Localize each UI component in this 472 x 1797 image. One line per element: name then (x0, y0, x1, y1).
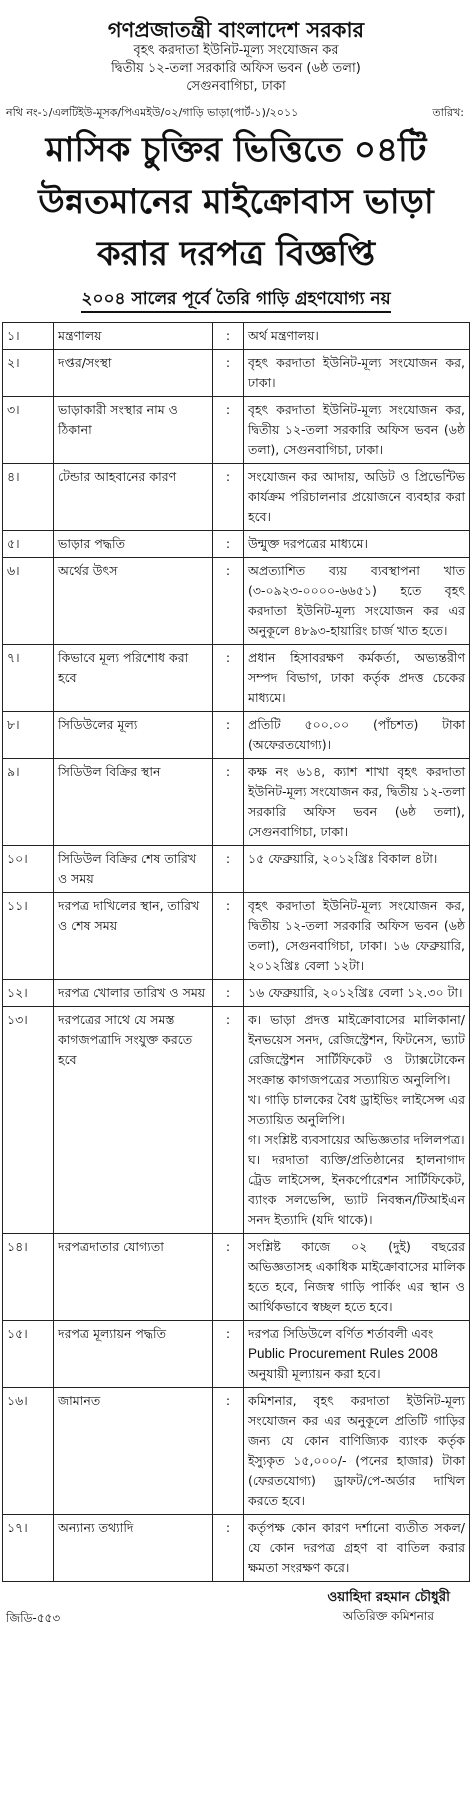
row-value: কর্তৃপক্ষ কোন কারণ দর্শানো ব্যতীত সকল/যে কোন দরপত্র গ্রহণ বা বাতিল করার ক্ষমতা সংরক্ষণ করে। (244, 1515, 470, 1582)
row-number: ১৫। (3, 1321, 54, 1388)
row-number: ৮। (3, 712, 54, 759)
row-colon: : (213, 712, 244, 759)
table-row (3, 1388, 470, 1515)
tender-notice-page (0, 18, 472, 1797)
row-label: জামানত (54, 1388, 213, 1515)
row-value (244, 1321, 470, 1388)
row-label: ভাড়াকারী সংস্থার নাম ও ঠিকানা (54, 397, 213, 464)
signatory-name: ওয়াহিদা রহমান চৌধুরী (327, 1589, 450, 1605)
table-row (3, 1515, 470, 1582)
row-value: কক্ষ নং ৬১৪, ক্যাশ শাখা বৃহৎ করদাতা ইউনিট-মূল্য সংযোজন কর, দ্বিতীয় ১২-তলা সরকারি অফিস ভবন (৬ষ্ঠ তলা), সেগুনবাগিচা, ঢাকা। (244, 759, 470, 846)
table-row (3, 1321, 470, 1388)
row-label: মন্ত্রণালয় (54, 323, 213, 350)
row-colon: : (213, 350, 244, 397)
date-label: তারিখ: (432, 106, 464, 119)
row-value-bn-part1: দরপত্র সিডিউলে বর্ণিত শর্তাবলী এবং (248, 1326, 434, 1341)
table-row (3, 759, 470, 846)
table-row (3, 645, 470, 712)
row-value: ক। ভাড়া প্রদত্ত মাইক্রোবাসের মালিকানা/ইনভয়েস সনদ, রেজিস্ট্রেশন, ফিটনেস, ভ্যাট রেজিস্ট্রেশন সার্টিফিকেট ও ট্যাক্সটোকেন সংক্রান্ত কাগজপত্রের সত্যায়িত অনুলিপি। খ। গাড়ি চালকের বৈধ ড্রাইভিং লাইসেন্স এর সত্যায়িত অনুলিপি। গ। সংশ্লিষ্ট ব্যবসায়ের অভিজ্ঞতার দলিলপত্র। ঘ। দরদাতা ব্যক্তি/প্রতিষ্ঠানের হালনাগাদ ট্রেড লাইসেন্স, ইনকর্পোরেশন সার্টিফিকেট, ব্যাংক সলভেন্সি, ভ্যাট নিবন্ধন/টিআইএন সনদ ইত্যাদি (যদি থাকে)। (244, 1007, 470, 1234)
row-colon: : (213, 1234, 244, 1321)
row-value: অপ্রত্যাশিত ব্যয় ব্যবস্থাপনা খাত (৩-০৯২৩-০০০০-৬৬৫১) হতে বৃহৎ করদাতা ইউনিট-মূল্য সংযোজন কর এর অনুকূলে ৪৮৯৩-হায়ারিং চার্জ খাত হতে। (244, 558, 470, 645)
table-row (3, 531, 470, 558)
row-colon: : (213, 1007, 244, 1234)
row-value: ১৬ ফেব্রুয়ারি, ২০১২খ্রিঃ বেলা ১২.৩০ টা। (244, 980, 470, 1007)
row-number: ৬। (3, 558, 54, 645)
table-row (3, 712, 470, 759)
row-label: টেন্ডার আহবানের কারণ (54, 464, 213, 531)
tender-details-table (2, 322, 470, 1582)
table-row (3, 350, 470, 397)
row-label: দরপত্রের সাথে যে সমস্ত কাগজপত্রাদি সংযুক্ত করতে হবে (54, 1007, 213, 1234)
row-label: সিডিউল বিক্রির স্থান (54, 759, 213, 846)
row-number: ১৭। (3, 1515, 54, 1582)
row-number: ৭। (3, 645, 54, 712)
row-colon: : (213, 1388, 244, 1515)
row-number: ১২। (3, 980, 54, 1007)
table-row (3, 1234, 470, 1321)
memo-number: নথি নং-১/এলটিইউ-মূসক/পিএমইউ/০২/গাড়ি ভাড়া(পার্ট-১)/২০১১ (6, 106, 299, 119)
notice-title (0, 124, 472, 280)
row-number: ১৬। (3, 1388, 54, 1515)
table-row (3, 397, 470, 464)
row-value-en-part: Public Procurement Rules 2008 (248, 1346, 438, 1361)
row-colon: : (213, 531, 244, 558)
row-number: ১৩। (3, 1007, 54, 1234)
row-value: বৃহৎ করদাতা ইউনিট-মূল্য সংযোজন কর, দ্বিতীয় ১২-তলা সরকারি অফিস ভবন (৬ষ্ঠ তলা), সেগুনবাগিচা, ঢাকা। ১৬ ফেব্রুয়ারি, ২০১২খ্রিঃ বেলা ১২টা। (244, 893, 470, 980)
row-label: ভাড়ার পদ্ধতি (54, 531, 213, 558)
table-row (3, 893, 470, 980)
gd-number: জিডি-৫৫৩ (6, 1611, 61, 1625)
row-number: ৩। (3, 397, 54, 464)
row-colon: : (213, 464, 244, 531)
row-label: দরপত্র দাখিলের স্থান, তারিখ ও শেষ সময় (54, 893, 213, 980)
table-row (3, 846, 470, 893)
row-label: সিডিউলের মূল্য (54, 712, 213, 759)
row-number: ১। (3, 323, 54, 350)
row-value: অর্থ মন্ত্রণালয়। (244, 323, 470, 350)
row-number: ১০। (3, 846, 54, 893)
reference-line (6, 104, 466, 120)
row-label: অর্থের উৎস (54, 558, 213, 645)
footer (0, 1582, 472, 1638)
row-value: ১৫ ফেব্রুয়ারি, ২০১২খ্রিঃ বিকাল ৪টা। (244, 846, 470, 893)
table-row (3, 323, 470, 350)
title-line-3: করার দরপত্র বিজ্ঞপ্তি (96, 234, 376, 274)
row-colon: : (213, 980, 244, 1007)
row-value: কমিশনার, বৃহৎ করদাতা ইউনিট-মূল্য সংযোজন কর এর অনুকূলে প্রতিটি গাড়ির জন্য যে কোন বাণিজ্যিক ব্যাংক কর্তৃক ইস্যুকৃত ১৫,০০০/- (পনের হাজার) টাকা (ফেরতযোগ্য) ড্রাফট/পে-অর্ডার দাখিল করতে হবে। (244, 1388, 470, 1515)
row-colon: : (213, 323, 244, 350)
government-heading: গণপ্রজাতন্ত্রী বাংলাদেশ সরকার (107, 18, 365, 42)
row-number: ২। (3, 350, 54, 397)
row-colon: : (213, 1515, 244, 1582)
row-number: ১৪। (3, 1234, 54, 1321)
row-label: দরপত্রদাতার যোগ্যতা (54, 1234, 213, 1321)
row-number: ৯। (3, 759, 54, 846)
table-row (3, 1007, 470, 1234)
row-colon: : (213, 846, 244, 893)
row-value: উন্মুক্ত দরপত্রের মাধ্যমে। (244, 531, 470, 558)
row-label: দরপত্র মূল্যায়ন পদ্ধতি (54, 1321, 213, 1388)
row-label: দরপত্র খোলার তারিখ ও সময় (54, 980, 213, 1007)
row-colon: : (213, 645, 244, 712)
table-row (3, 558, 470, 645)
row-value: বৃহৎ করদাতা ইউনিট-মূল্য সংযোজন কর, ঢাকা। (244, 350, 470, 397)
row-value: প্রতিটি ৫০০.০০ (পাঁচশত) টাকা (অফেরতযোগ্য)। (244, 712, 470, 759)
row-value: সংযোজন কর আদায়, অডিট ও প্রিভেন্টিভ কার্যক্রম পরিচালনার প্রয়োজনে ব্যবহার করা হবে। (244, 464, 470, 531)
row-value: প্রধান হিসাবরক্ষণ কর্মকর্তা, অভ্যন্তরীণ সম্পদ বিভাগ, ঢাকা কর্তৃক প্রদত্ত চেকের মাধ্যমে। (244, 645, 470, 712)
signatory-designation: অতিরিক্ত কমিশনার (342, 1609, 434, 1623)
row-number: ৫। (3, 531, 54, 558)
row-label: দপ্তর/সংস্থা (54, 350, 213, 397)
row-number: ৪। (3, 464, 54, 531)
row-colon: : (213, 1321, 244, 1388)
row-colon: : (213, 893, 244, 980)
office-building: দ্বিতীয় ১২-তলা সরকারি অফিস ভবন (৬ষ্ঠ তলা) (111, 61, 361, 76)
office-name: বৃহৎ করদাতা ইউনিট-মূল্য সংযোজন কর (133, 43, 339, 58)
office-location: সেগুনবাগিচা, ঢাকা (186, 79, 286, 94)
table-row (3, 980, 470, 1007)
row-value-bn-part2: অনুযায়ী মূল্যায়ন করা হবে। (248, 1366, 381, 1381)
title-line-1: মাসিক চুক্তির ভিত্তিতে ০৪টি (45, 130, 427, 170)
row-value: সংশ্লিষ্ট কাজে ০২ (দুই) বছরের অভিজ্ঞতাসহ একাধিক মাইক্রোবাসের মালিক হতে হবে, নিজস্ব গাড়ি পার্কিং এর স্থান ও আর্থিকভাবে স্বচ্ছল হতে হবে। (244, 1234, 470, 1321)
row-label: সিডিউল বিক্রির শেষ তারিখ ও সময় (54, 846, 213, 893)
row-label: অন্যান্য তথ্যাদি (54, 1515, 213, 1582)
subheading-wrap (0, 286, 472, 316)
row-number: ১১। (3, 893, 54, 980)
tender-details-body (3, 323, 470, 1582)
title-line-2: উন্নতমানের মাইক্রোবাস ভাড়া (38, 182, 434, 222)
table-row (3, 464, 470, 531)
row-label: কিভাবে মূল্য পরিশোধ করা হবে (54, 645, 213, 712)
row-colon: : (213, 558, 244, 645)
vehicle-year-condition: ২০০৪ সালের পূর্বে তৈরি গাড়ি গ্রহণযোগ্য নয় (81, 289, 390, 313)
row-colon: : (213, 759, 244, 846)
row-value: বৃহৎ করদাতা ইউনিট-মূল্য সংযোজন কর, দ্বিতীয় ১২-তলা সরকারি অফিস ভবন (৬ষ্ঠ তলা), সেগুনবাগিচা, ঢাকা। (244, 397, 470, 464)
row-colon: : (213, 397, 244, 464)
